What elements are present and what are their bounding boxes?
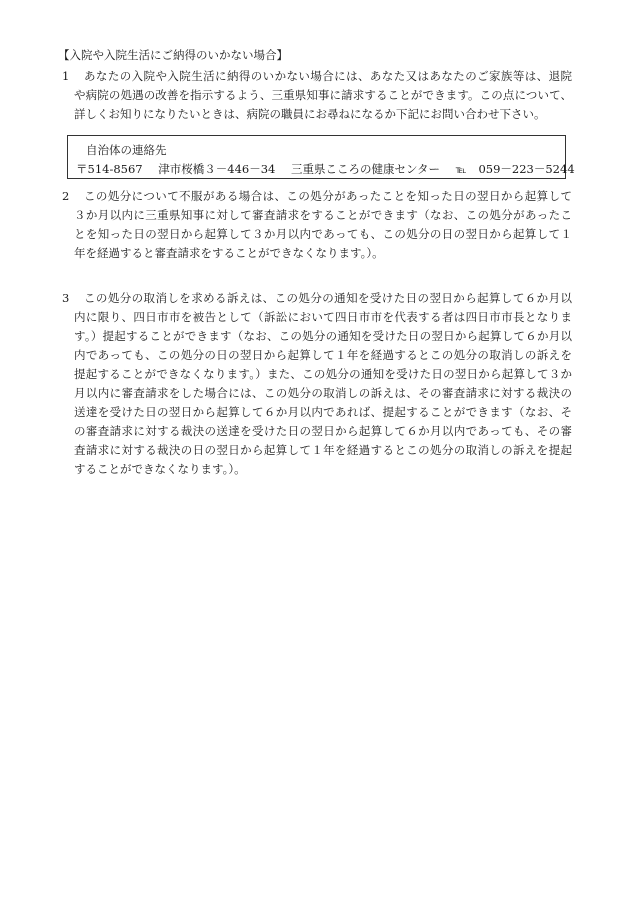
clause-line: 内であっても、この処分の日の翌日から起算して１年を経過するとこの処分の取消しの訴えを [74,348,572,362]
clause-line: や病院の処遇の改善を指示するよう、三重県知事に請求することができます。この点について、 [74,88,572,102]
telephone-icon: ℡ [455,165,467,176]
clause-line: の審査請求に対する裁決の送達を受けた日の翌日から起算して６か月以内であっても、その審 [74,424,572,438]
clause-3 [62,289,572,479]
contact-box [67,135,575,179]
organization-name: 三重県こころの健康センター [291,162,441,176]
clause-2 [62,187,572,263]
contact-address-line [76,161,587,177]
street-address: 津市桜橋３－446－34 [158,162,276,176]
clause-line: す。）提起することができます（なお、この処分の通知を受けた日の翌日から起算して６か月以 [74,329,572,343]
clause-line: ３か月以内に三重県知事に対して審査請求をすることができます（なお、この処分があったこ [74,208,572,222]
clause-number: 1 [62,69,70,83]
clause-1 [62,67,572,124]
section-heading: 【入院や入院生活にご納得のいかない場合】 [58,48,288,62]
clause-line: あなたの入院や入院生活に納得のいかない場合には、あなた又はあなたのご家族等は、退院 [84,69,572,83]
clause-line: 査請求に対する裁決の日の翌日から起算して１年を経過するとこの処分の取消しの訴えを提起 [74,443,572,457]
clause-line: この処分の取消しを求める訴えは、この処分の通知を受けた日の翌日から起算して６か月以 [84,291,572,305]
telephone-number: 059－223－5244 [478,162,575,176]
clause-line: 月以内に審査請求をした場合には、この処分の取消しの訴えは、その審査請求に対する裁決の [74,386,572,400]
clause-line: とを知った日の翌日から起算して３か月以内であっても、この処分の日の翌日から起算して１ [74,227,572,241]
clause-line: この処分について不服がある場合は、この処分があったことを知った日の翌日から起算して [84,189,572,203]
clause-number: 2 [62,189,70,203]
clause-line: 送達を受けた日の翌日から起算して６か月以内であれば、提起することができます（なお、そ [74,405,572,419]
contact-title: 自治体の連絡先 [86,143,167,157]
clause-line: 年を経過すると審査請求をすることができなくなります。）。 [74,246,384,260]
clause-number: 3 [62,291,70,305]
clause-line: することができなくなります。）。 [74,462,246,476]
clause-line: 提起することができなくなります。）また、この処分の通知を受けた日の翌日から起算して３か [74,367,572,381]
clause-line: 内に限り、四日市市を被告として（訴訟において四日市市を代表する者は四日市市長となりま [74,310,572,324]
postal-code: 〒514-8567 [76,162,143,176]
clause-line: 詳しくお知りになりたいときは、病院の職員にお尋ねになるか下記にお問い合わせ下さい。 [74,107,546,121]
